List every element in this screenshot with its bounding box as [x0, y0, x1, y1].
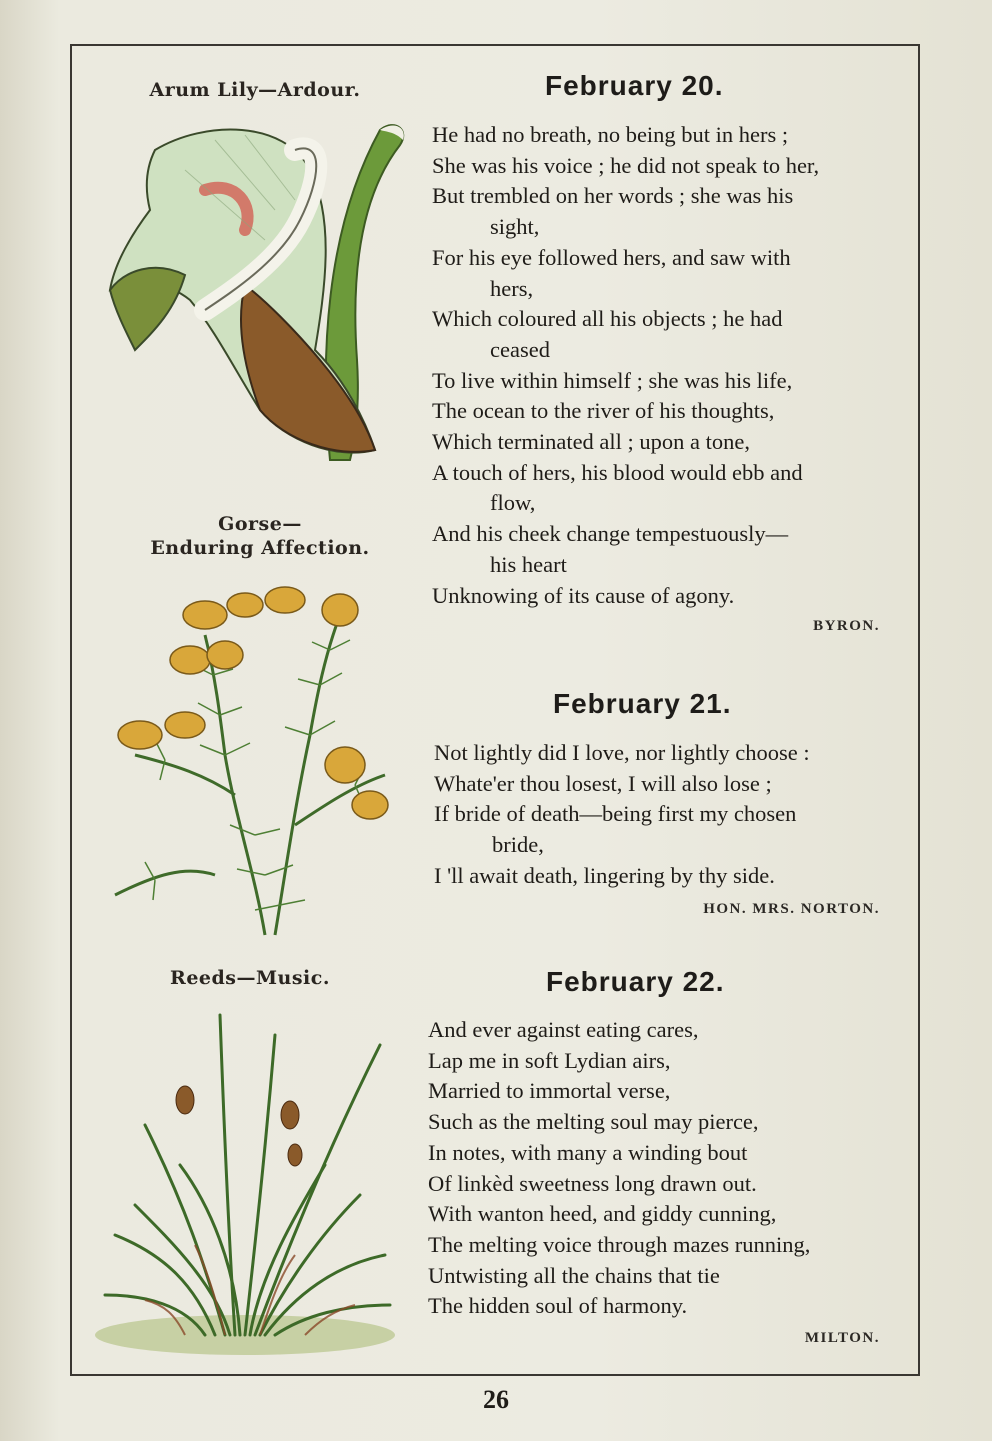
flower-label-gorse: [110, 512, 410, 560]
author-byron: BYRON.: [813, 618, 880, 634]
poem-line: hers,: [490, 275, 534, 301]
poem-line: She was his voice ; he did not speak to her,: [432, 152, 820, 178]
poem-line: Whate'er thou losest, I will also lose ;: [434, 770, 772, 796]
poem-line: And ever against eating cares,: [428, 1017, 699, 1042]
poem-line: bride,: [492, 832, 544, 858]
poem-line: Of linkèd sweetness long drawn out.: [428, 1170, 757, 1196]
gorse-illustration: [95, 575, 415, 945]
poem-line: The melting voice through mazes running,: [428, 1231, 811, 1257]
poem-line: Such as the melting soul may pierce,: [428, 1109, 759, 1135]
poem-feb-20: [432, 120, 902, 611]
poem-line: ceased: [490, 336, 550, 362]
poem-line: The hidden soul of harmony.: [428, 1293, 688, 1319]
flower-label-reeds: Reeds—Music.: [170, 967, 330, 989]
poem-line: If bride of death—being first my chosen: [434, 801, 797, 827]
poem-line: his heart: [490, 551, 567, 577]
poem-line: In notes, with many a winding bout: [428, 1139, 748, 1165]
reeds-illustration: [85, 1005, 405, 1365]
flower-label-gorse-line1: Gorse—: [218, 513, 302, 535]
poem-line: A touch of hers, his blood would ebb and: [432, 459, 803, 485]
poem-line: Married to immortal verse,: [428, 1078, 671, 1104]
poem-line: I 'll await death, lingering by thy side.: [434, 862, 775, 888]
poem-line: Unknowing of its cause of agony.: [432, 582, 735, 608]
poem-feb-21: [434, 738, 909, 892]
poem-line: Which terminated all ; upon a tone,: [432, 429, 751, 455]
poem-feb-22: [428, 1015, 908, 1322]
poem-line: He had no breath, no being but in hers ;: [432, 122, 789, 147]
entry-date-feb-22: February 22.: [546, 966, 725, 997]
poem-line: And his cheek change tempestuously—: [432, 521, 789, 547]
arum-lily-illustration: [95, 110, 415, 480]
poem-line: Not lightly did I love, nor lightly choose :: [434, 740, 810, 765]
poem-line: But trembled on her words ; she was his: [432, 183, 794, 209]
poem-line: To live within himself ; she was his life,: [432, 367, 793, 393]
poem-line: The ocean to the river of his thoughts,: [432, 398, 775, 424]
poem-line: Lap me in soft Lydian airs,: [428, 1047, 671, 1073]
author-milton: MILTON.: [804, 1330, 880, 1346]
poem-line: sight,: [490, 214, 540, 240]
entry-date-feb-21: February 21.: [553, 688, 732, 719]
poem-line: flow,: [490, 490, 536, 516]
page-number: 26: [483, 1385, 509, 1414]
flower-label-arum-lily: Arum Lily—Ardour.: [149, 79, 361, 101]
entry-date-feb-20: February 20.: [545, 70, 724, 101]
poem-line: Which coloured all his objects ; he had: [432, 306, 783, 332]
poem-line: For his eye followed hers, and saw with: [432, 244, 791, 270]
flower-label-gorse-line2: Enduring Affection.: [150, 537, 370, 559]
author-norton: HON. MRS. NORTON.: [703, 901, 880, 917]
poem-line: With wanton heed, and giddy cunning,: [428, 1201, 777, 1227]
poem-line: Untwisting all the chains that tie: [428, 1262, 720, 1288]
